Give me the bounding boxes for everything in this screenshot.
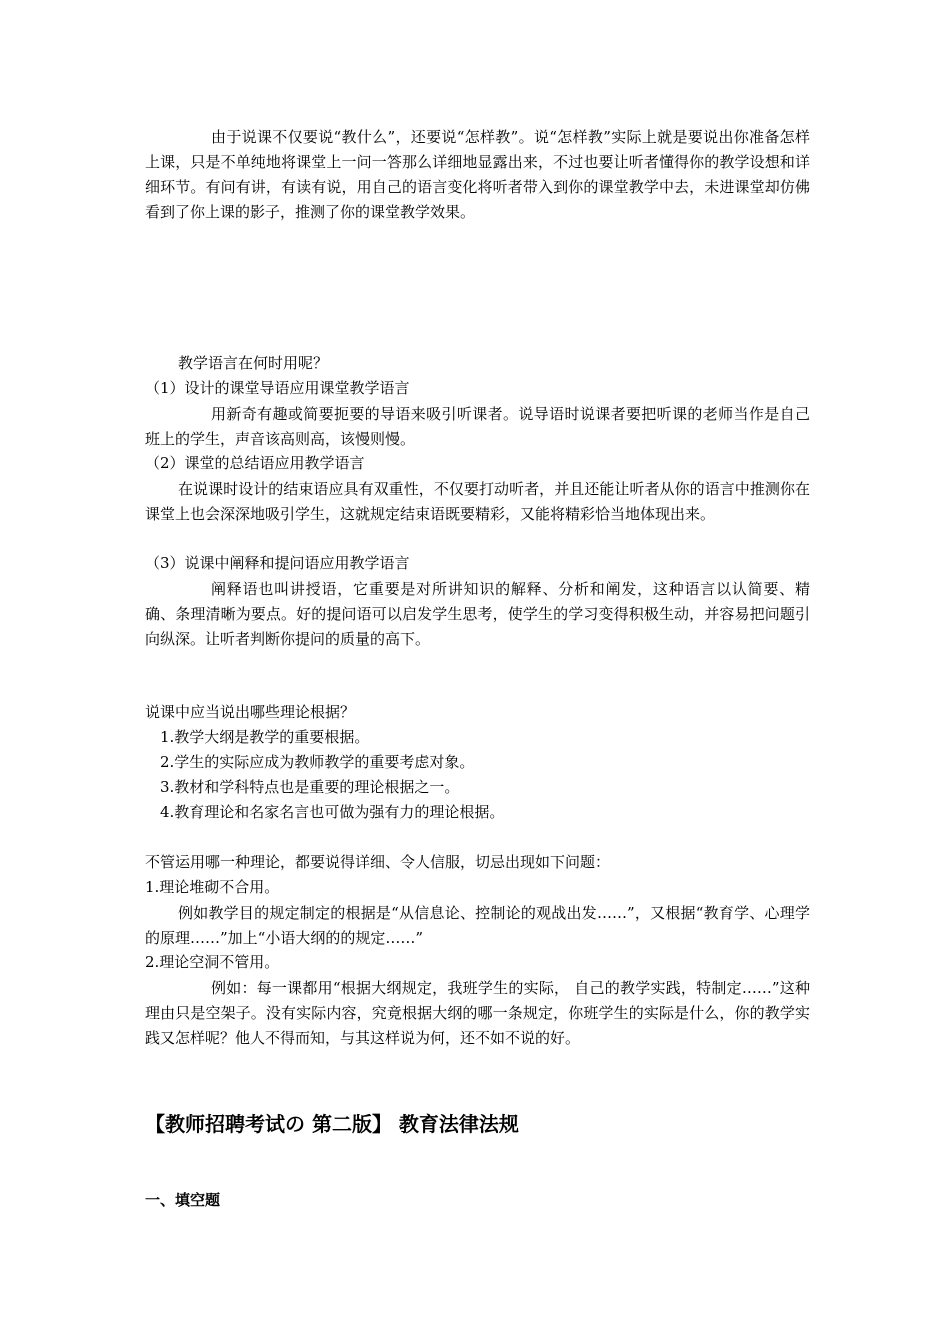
language-item-1-body: 用新奇有趣或简要扼要的导语来吸引听课者。说导语时说课者要把听课的老师当作是自己班上的学生，声音该高则高，该慢则慢。 (145, 405, 810, 448)
problem-2-title: 2.理论空洞不管用。 (145, 953, 280, 971)
problem-1-body: 例如教学目的规定制定的根据是“从信息论、控制论的观战出发……”，又根据“教育学、心理学的原理……”加上“小语大纲的的规定……” (145, 904, 810, 947)
theory-item-4: 4.教育理论和名家名言也可做为强有力的理论根据。 (160, 803, 505, 821)
intro-paragraph: 由于说课不仅要说“教什么”，还要说“怎样教”。说“怎样教”实际上就是要说出你准备怎样上课，只是不单纯地将课堂上一问一答那么详细地显露出来，不过也要让听者懂得你的教学设想和详细环节。有问有讲，有读有说，用自己的语言变化将听者带入到你的课堂教学中去，未进课堂却仿佛看到了你上课的影子，推测了你的课堂教学效果。 (145, 128, 810, 221)
problems-intro: 不管运用哪一种理论，都要说得详细、令人信服，切忌出现如下问题： (145, 853, 611, 871)
language-item-3-body: 阐释语也叫讲授语，它重要是对所讲知识的解释、分析和阐发，这种语言以认简要、精确、条理清晰为要点。好的提问语可以启发学生思考，使学生的学习变得积极生动，并容易把问题引向纵深。让听者判断你提问的质量的高下。 (145, 580, 810, 648)
language-item-3-title: （3）说课中阐释和提问语应用教学语言 (145, 554, 410, 572)
language-item-2-title: （2）课堂的总结语应用教学语言 (145, 454, 365, 472)
theory-item-3: 3.教材和学科特点也是重要的理论根据之一。 (160, 778, 460, 796)
problem-1-title: 1.理论堆砌不合用。 (145, 878, 280, 896)
language-item-2-body: 在说课时设计的结束语应具有双重性，不仅要打动听者，并且还能让听者从你的语言中推测你在课堂上也会深深地吸引学生，这就规定结束语既要精彩，又能将精彩恰当地体现出来。 (145, 480, 810, 523)
language-question: 教学语言在何时用呢？ (178, 354, 329, 372)
section-heading: 【教师招聘考试の 第二版】 教育法律法规 (145, 1112, 519, 1136)
language-item-1-title: （1）设计的课堂导语应用课堂教学语言 (145, 379, 410, 397)
problem-2-body: 例如：每一课都用“根据大纲规定，我班学生的实际， 自己的教学实践，特制定……”这种理由只是空架子。没有实际内容，究竟根据大纲的哪一条规定，你班学生的实际是什么，你的教学实践又怎样呢？他人不得而知，与其这样说为何，还不如不说的好。 (145, 979, 810, 1047)
section-subheading: 一、填空题 (145, 1191, 221, 1209)
theory-question: 说课中应当说出哪些理论根据？ (145, 703, 356, 721)
theory-item-1: 1.教学大纲是教学的重要根据。 (160, 728, 370, 746)
theory-item-2: 2.学生的实际应成为教师教学的重要考虑对象。 (160, 753, 475, 771)
